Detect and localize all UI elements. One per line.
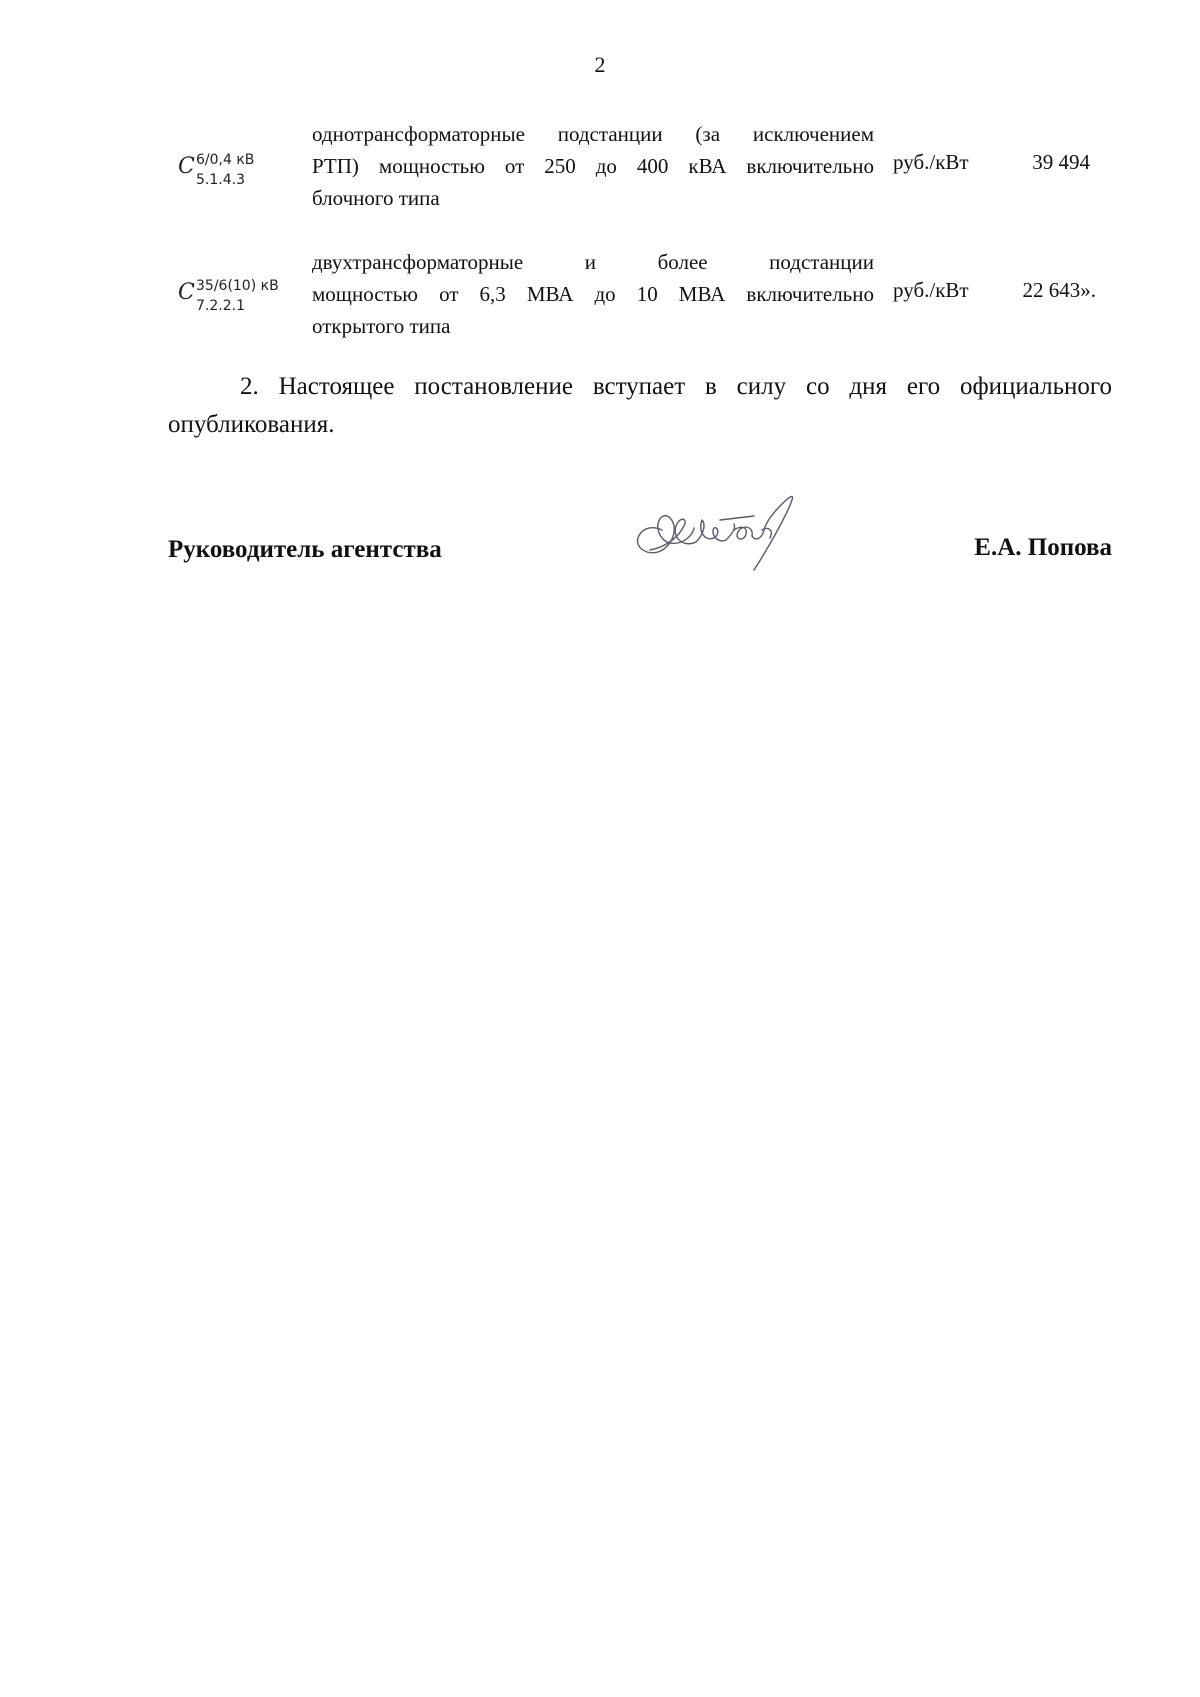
- page-number: 2: [594, 52, 606, 77]
- symbol-base: C: [178, 280, 195, 305]
- symbol-subscript: 7.2.2.1: [196, 298, 245, 314]
- symbol-superscript: 35/6(10) кВ: [196, 278, 279, 294]
- description-line: РТП) мощностью от 250 до 400 кВА включительно: [312, 154, 874, 178]
- rate-description: [312, 118, 874, 214]
- rate-symbol: [178, 152, 255, 188]
- rate-value: 39 494: [1032, 150, 1090, 174]
- description-line: двухтрансформаторные и более подстанции: [312, 250, 874, 274]
- description-line: блочного типа: [312, 186, 440, 210]
- paragraph-line: 2. Настоящее постановление вступает в силу со дня его официального: [240, 373, 1112, 400]
- symbol-subscript: 5.1.4.3: [196, 172, 245, 188]
- rate-unit: руб./кВт: [893, 150, 969, 174]
- rate-symbol: [178, 278, 279, 314]
- description-line: открытого типа: [312, 314, 451, 338]
- rate-unit: руб./кВт: [893, 278, 969, 302]
- enactment-paragraph: [168, 368, 1112, 444]
- symbol-superscript: 6/0,4 кВ: [196, 152, 255, 168]
- paragraph-line: опубликования.: [168, 411, 335, 438]
- description-line: однотрансформаторные подстанции (за исключением: [312, 122, 874, 146]
- signer-name: Е.А. Попова: [974, 534, 1112, 561]
- signer-title: Руководитель агентства: [168, 536, 442, 563]
- description-line: мощностью от 6,3 МВА до 10 МВА включительно: [312, 282, 874, 306]
- symbol-base: C: [178, 154, 195, 179]
- rate-description: [312, 246, 874, 342]
- rate-value: 22 643».: [1022, 278, 1096, 302]
- handwritten-signature: [622, 490, 822, 580]
